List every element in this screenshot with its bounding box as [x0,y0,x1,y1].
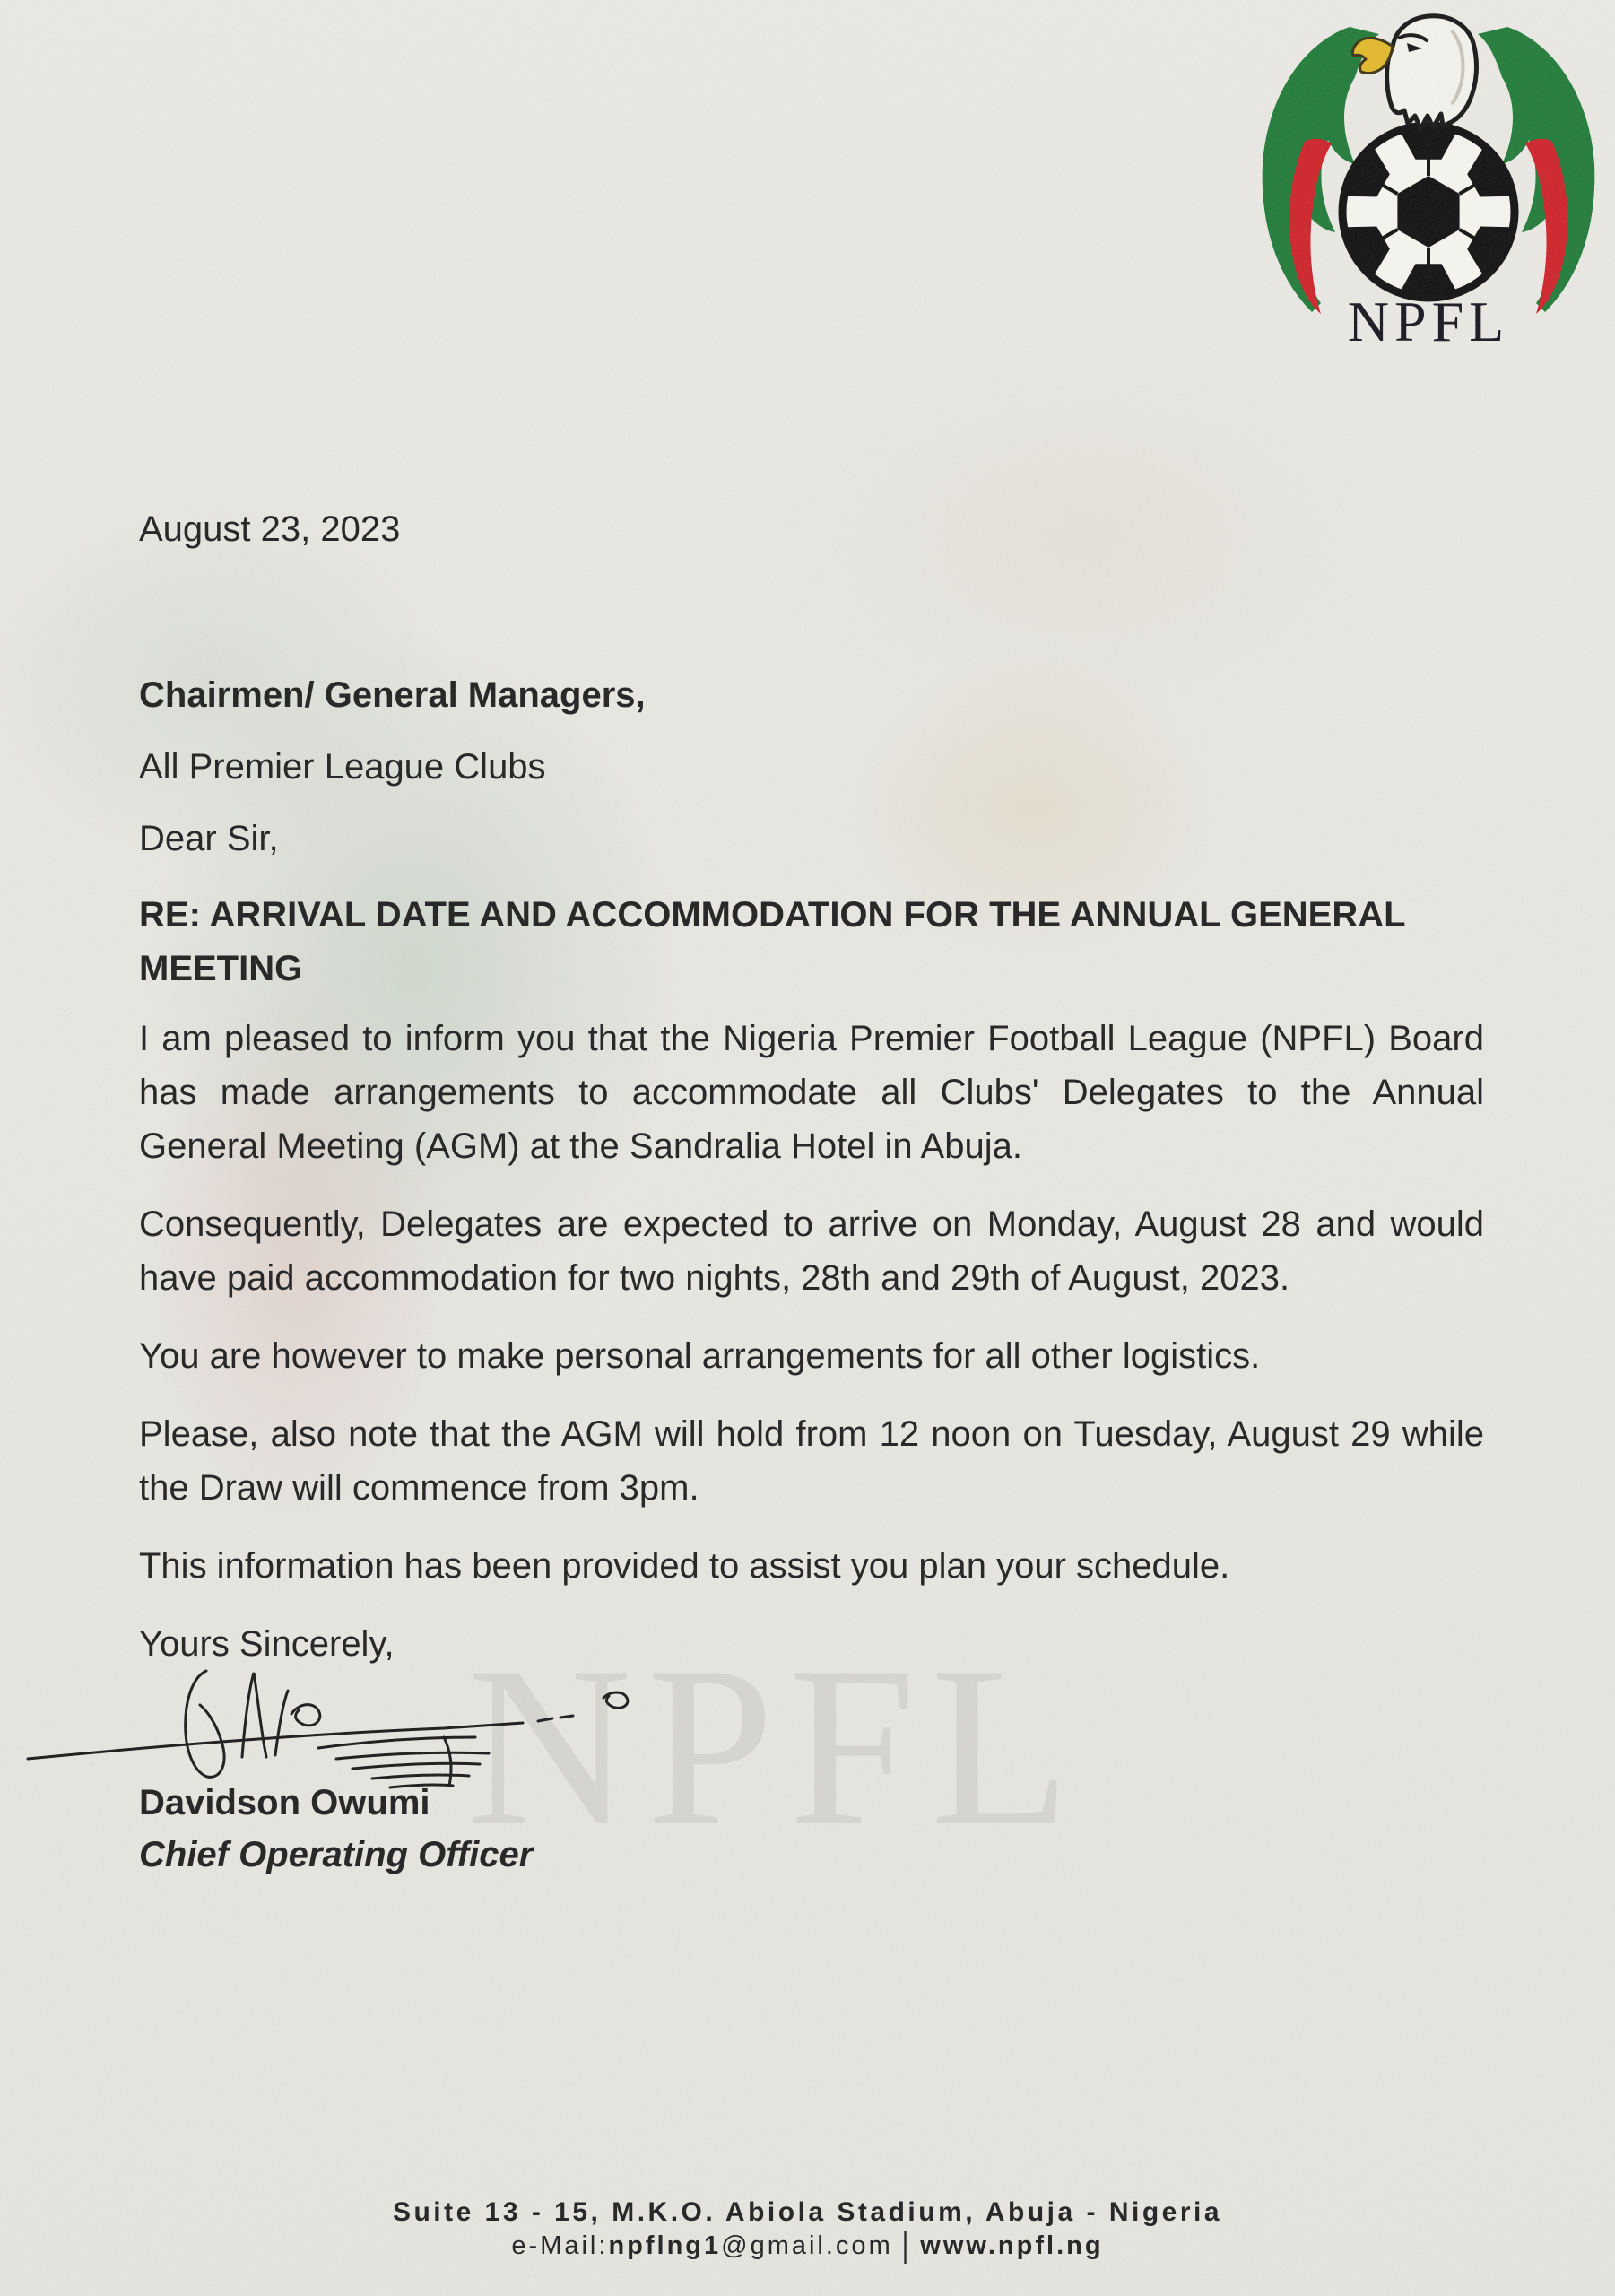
subject-line: RE: ARRIVAL DATE AND ACCOMMODATION FOR THE ANNUAL GENERAL MEETING [139,895,1405,988]
signature-scribble [22,1651,650,1795]
npfl-logo [1249,7,1608,352]
footer-website: www.npfl.ng [920,2231,1104,2260]
logo-npfl-label: NPFL [1347,290,1510,352]
footer-email-domain: @gmail.com [721,2231,893,2260]
npfl-watermark-text: NPFL [466,1620,1085,1874]
paragraph-4: Please, also note that the AGM will hold from 12 noon on Tuesday, August 29 while the Draw will commence from 3pm. [139,1414,1484,1508]
salutation: Dear Sir, [139,819,279,858]
footer-email-label: e-Mail: [511,2231,609,2260]
letter-footer [0,2196,1615,2266]
letter-body [139,502,1484,1881]
footer-separator: | [901,2226,912,2266]
signature-block [139,1671,1484,1777]
signatory-title: Chief Operating Officer [139,1835,534,1874]
paragraph-3: You are however to make personal arrangements for all other logistics. [139,1336,1261,1376]
soccer-ball-icon [1341,126,1517,298]
paragraph-2: Consequently, Delegates are expected to arrive on Monday, August 28 and would have paid accommodation for two nights, 28th and 29th of August, 2023. [139,1205,1484,1298]
recipient-org: All Premier League Clubs [139,747,546,787]
footer-email-user: npflng1 [608,2231,722,2260]
paragraph-1: I am pleased to inform you that the Nigeria Premier Football League (NPFL) Board has made arrangements to accommodate all Clubs' Delegates to the Annual General Meeting (AGM) at the Sandralia Hotel in Abuja. [139,1019,1484,1166]
closing: Yours Sincerely, [139,1624,395,1664]
footer-address: Suite 13 - 15, M.K.O. Abiola Stadium, Abuja - Nigeria [392,2197,1223,2227]
signatory-name: Davidson Owumi [139,1783,430,1822]
paragraph-5: This information has been provided to assist you plan your schedule. [139,1546,1230,1586]
footer-contacts [0,2226,1615,2266]
letter-date: August 23, 2023 [139,509,401,549]
recipient-title: Chairmen/ General Managers, [139,675,646,715]
